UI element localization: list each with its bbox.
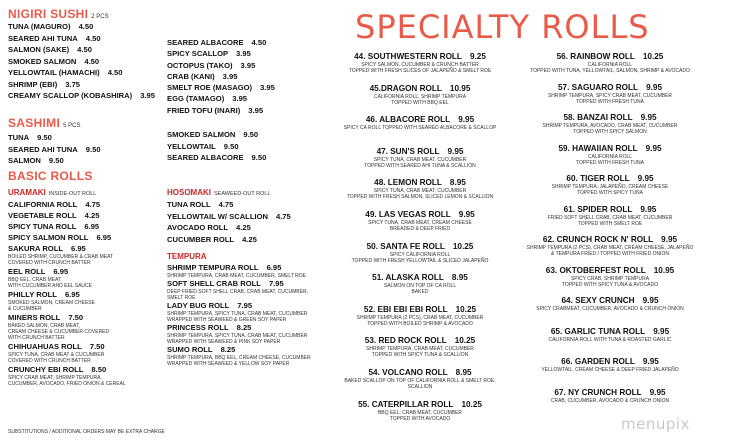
item-row [167,263,311,273]
menu-item [8,364,126,387]
item-price: 4.50 [78,22,94,31]
item-row [510,296,710,306]
item-price: 6.95 [96,233,112,242]
item-price: 10.25 [461,399,482,409]
item-row [335,336,505,346]
menu-item [8,33,155,45]
item-name: 44. SOUTHWESTERN ROLL [354,52,462,61]
item-row [8,232,126,243]
item-name: 49. LAS VEGAS ROLL [365,210,451,219]
item-price: 6.95 [70,244,86,253]
item-row [167,279,311,289]
item-row [167,323,311,333]
hosomaki-title: HOSOMAKI SEAWEED-OUT ROLL [167,188,271,197]
item-price: 9.95 [645,143,662,153]
item-description: SPICY TUNA, CRAB MEAT & CUCUMBER COVERED WITH CRUNCH BATTER [8,352,105,364]
item-name: FRIED TOFU (INARI) [167,105,241,115]
item-price: 3.95 [222,71,238,81]
item-description: SHRIMP TEMPURA, BBQ EEL, CREAM CHEESE, CUCUMBER WRAPPED WITH SEAWEED & YELLOW SOY PAPER [167,355,311,367]
item-description: SHRIMP TEMPURA, SPICY TUNA, CRAB MEAT, CUCUMBER WRAPPED WITH SEAWEED & GREEN SOY PAPER [167,311,308,323]
menu-item [167,323,311,345]
item-price: 4.75 [85,200,101,209]
item-price: 7.50 [89,342,105,351]
basic-rolls-title: BASIC ROLLS [8,169,93,183]
sashimi-list-left [8,132,101,167]
item-price: 6.95 [53,267,69,276]
item-price: 9.95 [640,113,657,122]
item-row [335,52,505,62]
item-price: 9.95 [649,387,666,397]
specialty-item [510,357,710,373]
specialty-item [335,400,505,422]
item-row [8,341,126,352]
item-description: SHRIMP TEMPURA, SPICY TUNA, CRAB MEAT, CUCUMBER WRAPPED WITH SEAWEED & PINK SOY PAPER [167,333,308,345]
item-description: BBQ EEL, CRAB MEAT, CUCUMBER TOPPED WITH AVOCADO [377,409,463,422]
item-price: 9.50 [37,133,52,142]
specialty-item [510,174,710,196]
item-price: 4.25 [236,223,251,232]
item-name: TUNA ROLL [167,200,211,209]
menu-item [8,90,155,102]
item-description: SHRIMP TEMPURA (2 PCS), CRAB MEAT, CREAM CHEESE, JALAPEÑO & TEMPURA FRIED / TOPPED WITH FRIED ONION [526,245,694,257]
specialty-item [335,210,505,232]
item-description: CALIFORNIA ROLL, SHRIMP TEMPURA TOPPED WITH BBQ EEL [373,93,467,106]
menu-item [167,37,275,48]
item-row [335,400,505,410]
item-price: 3.95 [232,94,248,104]
item-description: SMOKED SALMON, CREAM CHEESE & CUCUMBER [8,300,95,312]
item-price: 3.95 [236,49,251,59]
item-row [510,113,710,123]
item-row [8,266,126,277]
menu-item [8,232,126,243]
specialty-item [335,368,505,390]
item-price: 3.75 [65,79,81,89]
item-name: 46. ALBACORE ROLL [365,115,451,125]
specialty-item [510,235,710,257]
item-price: 3.95 [240,60,256,70]
item-row [510,327,710,337]
item-description: SALMON ON TOP OF CA ROLL BAKED [383,283,457,296]
item-row [8,210,126,221]
item-row [8,364,126,375]
item-name: SPICY TUNA ROLL [8,222,77,231]
item-name: 67. NY CRUNCH ROLL [554,387,642,397]
item-name: 59. HAWAIIAN ROLL [558,143,638,153]
menu-item [8,21,155,33]
specialty-item [510,52,710,74]
item-price: 4.75 [218,200,234,209]
item-name: 58. BANZAI ROLL [563,113,633,122]
item-price: 4.75 [275,211,291,221]
item-description: SPICY CRAB, SHRIMP TEMPURA TOPPED WITH SPICY TUNA & AVOCADO [561,275,659,288]
item-price: 4.50 [251,38,267,47]
menu-item [167,105,275,116]
item-name: 60. TIGER ROLL [566,174,630,183]
item-description: CALIFORNIA ROLL TOPPED WITH FRESH TUNA [576,153,644,166]
specialty-item [510,83,710,105]
item-name: SPICY SCALLOP [167,49,229,59]
item-row [167,301,311,311]
item-name: MINERS ROLL [8,313,61,322]
item-price: 8.50 [91,365,107,374]
menu-item [167,222,291,234]
item-name: SHRIMP TEMPURA ROLL [167,263,259,272]
item-name: CREAMY SCALLOP (KOBASHIRA) [8,91,133,100]
item-row [335,305,505,315]
item-price: 9.95 [458,115,475,125]
item-description: CRAB, CUCUMBER, AVOCADO & CRUNCH ONION [550,397,670,404]
specialty-item [335,336,505,358]
item-description: SPICY TUNA, CRAB MEAT, CUCUMBER TOPPED WITH SEARED AHI TUNA & SCALLION [364,156,476,169]
item-description: SPICY CALIFORNIA ROLL TOPPED WITH FRESH YELLOWTAIL & SLICED JALAPEÑO [351,251,489,264]
item-description: SHRIMP TEMPURA, SPICY CRAB MEAT, CUCUMBER TOPPED WITH FRESH TUNA [547,92,673,105]
item-price: 9.50 [251,153,267,162]
item-description: YELLOWTAIL, CREAM CHEESE & DEEP FRIED JALAPEÑO [541,367,679,373]
item-description: BAKED SCALLOP ON TOP OF CALIFORNIA ROLL & SMELT ROE, SCALLION [344,378,496,390]
specialty-item [335,305,505,327]
item-row [335,178,505,188]
item-price: 7.50 [68,313,84,322]
item-price: 6.95 [84,222,100,231]
item-name: PRINCESS ROLL [167,323,229,332]
item-price: 10.25 [642,52,664,61]
specialty-item [510,296,710,312]
menu-item [8,210,126,221]
specialty-item [335,273,505,295]
specialty-item [510,327,710,343]
item-name: OCTOPUS (TAKO) [167,60,233,70]
item-price: 9.95 [637,174,654,183]
specialty-title: SPECIALTY ROLLS [355,8,650,46]
item-name: CRUNCHY EBI ROLL [8,365,84,374]
nigiri-list-left [8,21,155,102]
item-description: DEEP FRIED SOFT SHELL CRAB, CRAB MEAT, CUCUMBER, SMELT ROE [167,289,308,301]
item-row [510,205,710,215]
item-description: SHRIMP TEMPURA, CRAB MEAT, CUCUMBER, SMELT ROE [167,273,307,279]
item-name: 64. SEXY CRUNCH [561,296,635,305]
menu-item [167,263,311,279]
specialty-item [335,84,505,106]
item-name: 56. RAINBOW ROLL [556,52,635,61]
menu-item [8,221,126,232]
nigiri-section [8,7,348,21]
item-name: PHILLY ROLL [8,290,57,299]
item-price: 9.95 [458,210,475,219]
item-price: 9.50 [243,130,259,139]
menu-item [167,279,311,301]
item-name: SHRIMP (EBI) [8,79,58,89]
item-name: 47. SUN'S ROLL [376,146,440,156]
item-price: 10.95 [653,265,675,275]
specialty-item [335,178,505,200]
specialty-item [510,144,710,166]
item-price: 4.50 [107,68,123,77]
nigiri-title: NIGIRI SUSHI 2 PCS [8,7,109,21]
item-price: 4.50 [85,33,101,43]
specialty-item [510,113,710,135]
item-name: YELLOWTAIL (HAMACHI) [8,68,100,77]
item-description: SHRIMP TEMPURA (2 PCS), CRAB MEAT, CUCUMBER TOPPED WITH BOILED SHRIMP & AVOCADO [356,314,484,327]
specialty-item [510,266,710,288]
menu-item [8,289,126,312]
item-row [510,83,710,93]
item-row [335,147,505,157]
item-price: 9.95 [640,204,657,214]
specialty-item [510,205,710,227]
item-name: VEGETABLE ROLL [8,211,77,220]
item-name: AVOCADO ROLL [167,223,229,232]
item-price: 9.95 [642,357,659,366]
menu-item [167,152,266,164]
item-name: 65. GARLIC TUNA ROLL [550,326,646,336]
item-price: 8.95 [455,368,472,377]
item-price: 9.95 [653,326,670,336]
item-name: 54. VOLCANO ROLL [368,368,448,377]
item-name: 51. ALASKA ROLL [372,273,444,283]
item-row [8,289,126,300]
item-row [510,174,710,184]
item-row [335,242,505,252]
item-description: SPICY SALMON, CUCUMBER & CRUNCH BATTER TOPPED WITH FRESH SLICES OF JALAPEÑO & SMELT ROE [348,62,492,74]
item-name: SALMON [8,156,41,165]
item-name: SMOKED SALMON [8,56,77,66]
item-price: 9.25 [469,52,486,61]
item-price: 9.95 [642,296,659,305]
item-price: 9.50 [48,156,64,165]
menu-item [8,341,126,364]
item-row [510,388,710,398]
specialty-item [335,115,505,131]
tempura-list [167,263,311,367]
specialty-item [335,147,505,169]
item-name: 52. EBI EBI EBI ROLL [363,304,448,314]
nigiri-list-right [167,37,275,116]
item-price: 8.25 [236,323,252,332]
item-name: TUNA (MAGURO) [8,22,71,31]
item-row [510,52,710,62]
item-price: 10.25 [454,336,476,346]
item-row [335,368,505,378]
item-name: 45.DRAGON ROLL [369,83,442,93]
item-name: SEARED AHI TUNA [8,33,78,43]
item-price: 9.50 [85,144,101,154]
item-price: 10.95 [449,83,471,93]
item-price: 7.95 [237,301,253,310]
menu-item [167,71,275,82]
menu-item [167,199,291,211]
menu-item [167,301,311,323]
item-name: EGG (TAMAGO) [167,94,225,104]
item-row [510,144,710,154]
item-name: YELLOWTAIL [167,141,216,151]
item-price: 3.95 [248,105,264,115]
item-price: 4.50 [77,45,92,54]
menu-item [167,141,266,153]
menu-item [8,67,155,79]
menu-item [167,82,275,93]
uramaki-list [8,199,126,387]
item-price: 4.25 [242,234,257,244]
item-row [8,221,126,232]
item-name: YELLOWTAIL W/ SCALLION [167,211,268,221]
item-description: BOILED SHRIMP, CUCUMBER & CRAB MEAT COVERED WITH CRUNCH BATTER [8,254,114,266]
item-name: 50. SANTA FE ROLL [366,241,445,251]
tempura-title: TEMPURA [167,252,207,261]
item-description: BBQ EEL, CRAB MEAT WITH CUCUMBER AND EEL SAUCE [8,277,92,289]
item-name: CHIHUAHUAS ROLL [8,342,82,351]
item-row [510,235,710,245]
item-name: 55. CATERPILLAR ROLL [358,399,454,409]
sashimi-list-right [167,129,266,164]
menu-item [167,60,275,71]
item-name: SUMO ROLL [167,345,213,354]
menu-item [8,199,126,210]
item-price: 3.95 [140,91,155,100]
item-price: 4.25 [84,211,100,220]
item-name: SEARED AHI TUNA [8,144,78,154]
item-row [510,357,710,367]
sashimi-section [8,116,80,130]
item-name: 63. OKTOBERFEST ROLL [545,265,646,275]
menu-item [167,345,311,367]
item-name: SEARED ALBACORE [167,38,244,47]
menu-item [8,56,155,68]
item-name: SMOKED SALMON [167,130,236,139]
item-price: 3.95 [260,83,275,93]
item-name: CALIFORNIA ROLL [8,200,78,209]
item-name: SAKURA ROLL [8,244,63,253]
item-description: SPICY CRAB MEAT, SHRIMP TEMPURA, CUCUMBER, AVOCADO, FRIED ONION & CEREAL [8,375,126,387]
item-description: SPICY TUNA, CRAB MEAT, CREAM CHEESE BREADED & DEEP FRIED [368,220,472,232]
item-name: 62. CRUNCH ROCK N' ROLL [542,235,654,244]
menu-item [8,132,101,144]
item-description: BAKED SALMON, CRAB MEAT, CREAM CHEESE & CUCUMBER COVERED WITH CRUNCH BATTER [8,323,110,341]
item-row [335,115,505,125]
item-name: 48. LEMON ROLL [374,178,442,188]
item-price: 7.95 [268,279,284,288]
item-name: TUNA [8,133,30,142]
specialty-item [335,52,505,74]
item-description: SPICY TUNA, CRAB MEAT, CUCUMBER TOPPED WITH FRESH SALMON, SLICED LEMON & SCALLION [346,188,494,201]
item-description: SHRIMP TEMPURA, JALAPEÑO, CREAM CHEESE TOPPED WITH SPICY TUNA [551,184,669,196]
menu-item [8,79,155,91]
footnote: SUBSTITUTIONS / ADDITIONAL ORDERS MAY BE EXTRA CHARGE [8,429,165,435]
menu-item [167,129,266,141]
item-name: SEARED ALBACORE [167,153,244,162]
item-price: 9.95 [646,82,662,92]
item-description: FRIED SOFT SHELL CRAB, CRAB MEAT, CUCUMBER TOPPED WITH SMELT ROE [547,214,673,227]
menupix-watermark-logo: menupix [621,415,690,433]
item-name: SALMON (SAKE) [8,45,70,54]
item-price: 8.25 [220,345,236,354]
menu-item [167,211,291,223]
item-price: 8.95 [449,178,466,188]
item-description: SPICY CRABMEAT, CUCUMBER, AVOCADO & CRUNCH ONION [536,306,684,312]
menu-item [8,44,155,56]
uramaki-title: URAMAKI INSIDE-OUT ROLL [8,188,97,197]
specialty-item [335,242,505,264]
item-row [335,273,505,283]
item-name: SMELT ROE (MASAGO) [167,83,253,93]
item-price: 10.25 [455,304,477,314]
item-price: 8.95 [451,273,468,283]
item-name: CUCUMBER ROLL [167,234,235,244]
item-name: 53. RED ROCK ROLL [364,336,447,346]
item-price: 6.95 [64,290,80,299]
menu-item [167,234,291,246]
item-price: 9.50 [223,141,239,151]
menu-item [167,48,275,59]
menu-item [8,243,126,266]
item-price: 9.95 [661,235,678,244]
item-name: 61. SPIDER ROLL [563,204,633,214]
sashimi-title: SASHIMI 5 PCS [8,116,81,130]
item-name: CRAB (KANI) [167,71,215,81]
hosomaki-list [167,199,291,245]
item-name: 66. GARDEN ROLL [561,357,635,366]
item-description: CALIFORNIA ROLL TOPPED WITH TUNA, YELLOWTAIL, SALMON, SHRIMP & AVOCADO [530,62,690,74]
item-price: 6.95 [266,263,282,272]
item-name: LADY BUG ROLL [167,301,230,310]
item-price: 10.25 [452,241,474,251]
item-row [8,243,126,254]
menu-item [8,312,126,341]
item-description: SHRIMP TEMPURA, CRAB MEAT, CUCUMBER TOPPED WITH SPICY TUNA & SCALLION [366,346,474,359]
item-price: 4.50 [84,56,100,66]
item-name: SOFT SHELL CRAB ROLL [167,279,261,288]
item-row [335,84,505,94]
menu-item [8,155,101,167]
item-description: SPICY CA ROLL TOPPED WITH SEARED ALBACORE & SCALLOP [343,125,497,132]
item-price: 9.95 [447,146,464,156]
item-name: 57. SAGUARO ROLL [557,82,639,92]
item-row [167,345,311,355]
menu-item [8,266,126,289]
item-name: SPICY SALMON ROLL [8,233,89,242]
item-name: EEL ROLL [8,267,46,276]
item-description: SHRIMP TEMPURA, AVOCADO, CRAB MEAT, CUCUMBER TOPPED WITH SPICY SALMON [542,123,678,135]
item-row [335,210,505,220]
item-row [510,266,710,276]
menu-item [8,144,101,156]
menu-item [167,93,275,104]
item-row [8,199,126,210]
item-description: CALIFORNIA ROLL WITH TUNA & ROASTED GARLIC [548,336,672,343]
item-row [8,312,126,323]
specialty-item [510,388,710,404]
